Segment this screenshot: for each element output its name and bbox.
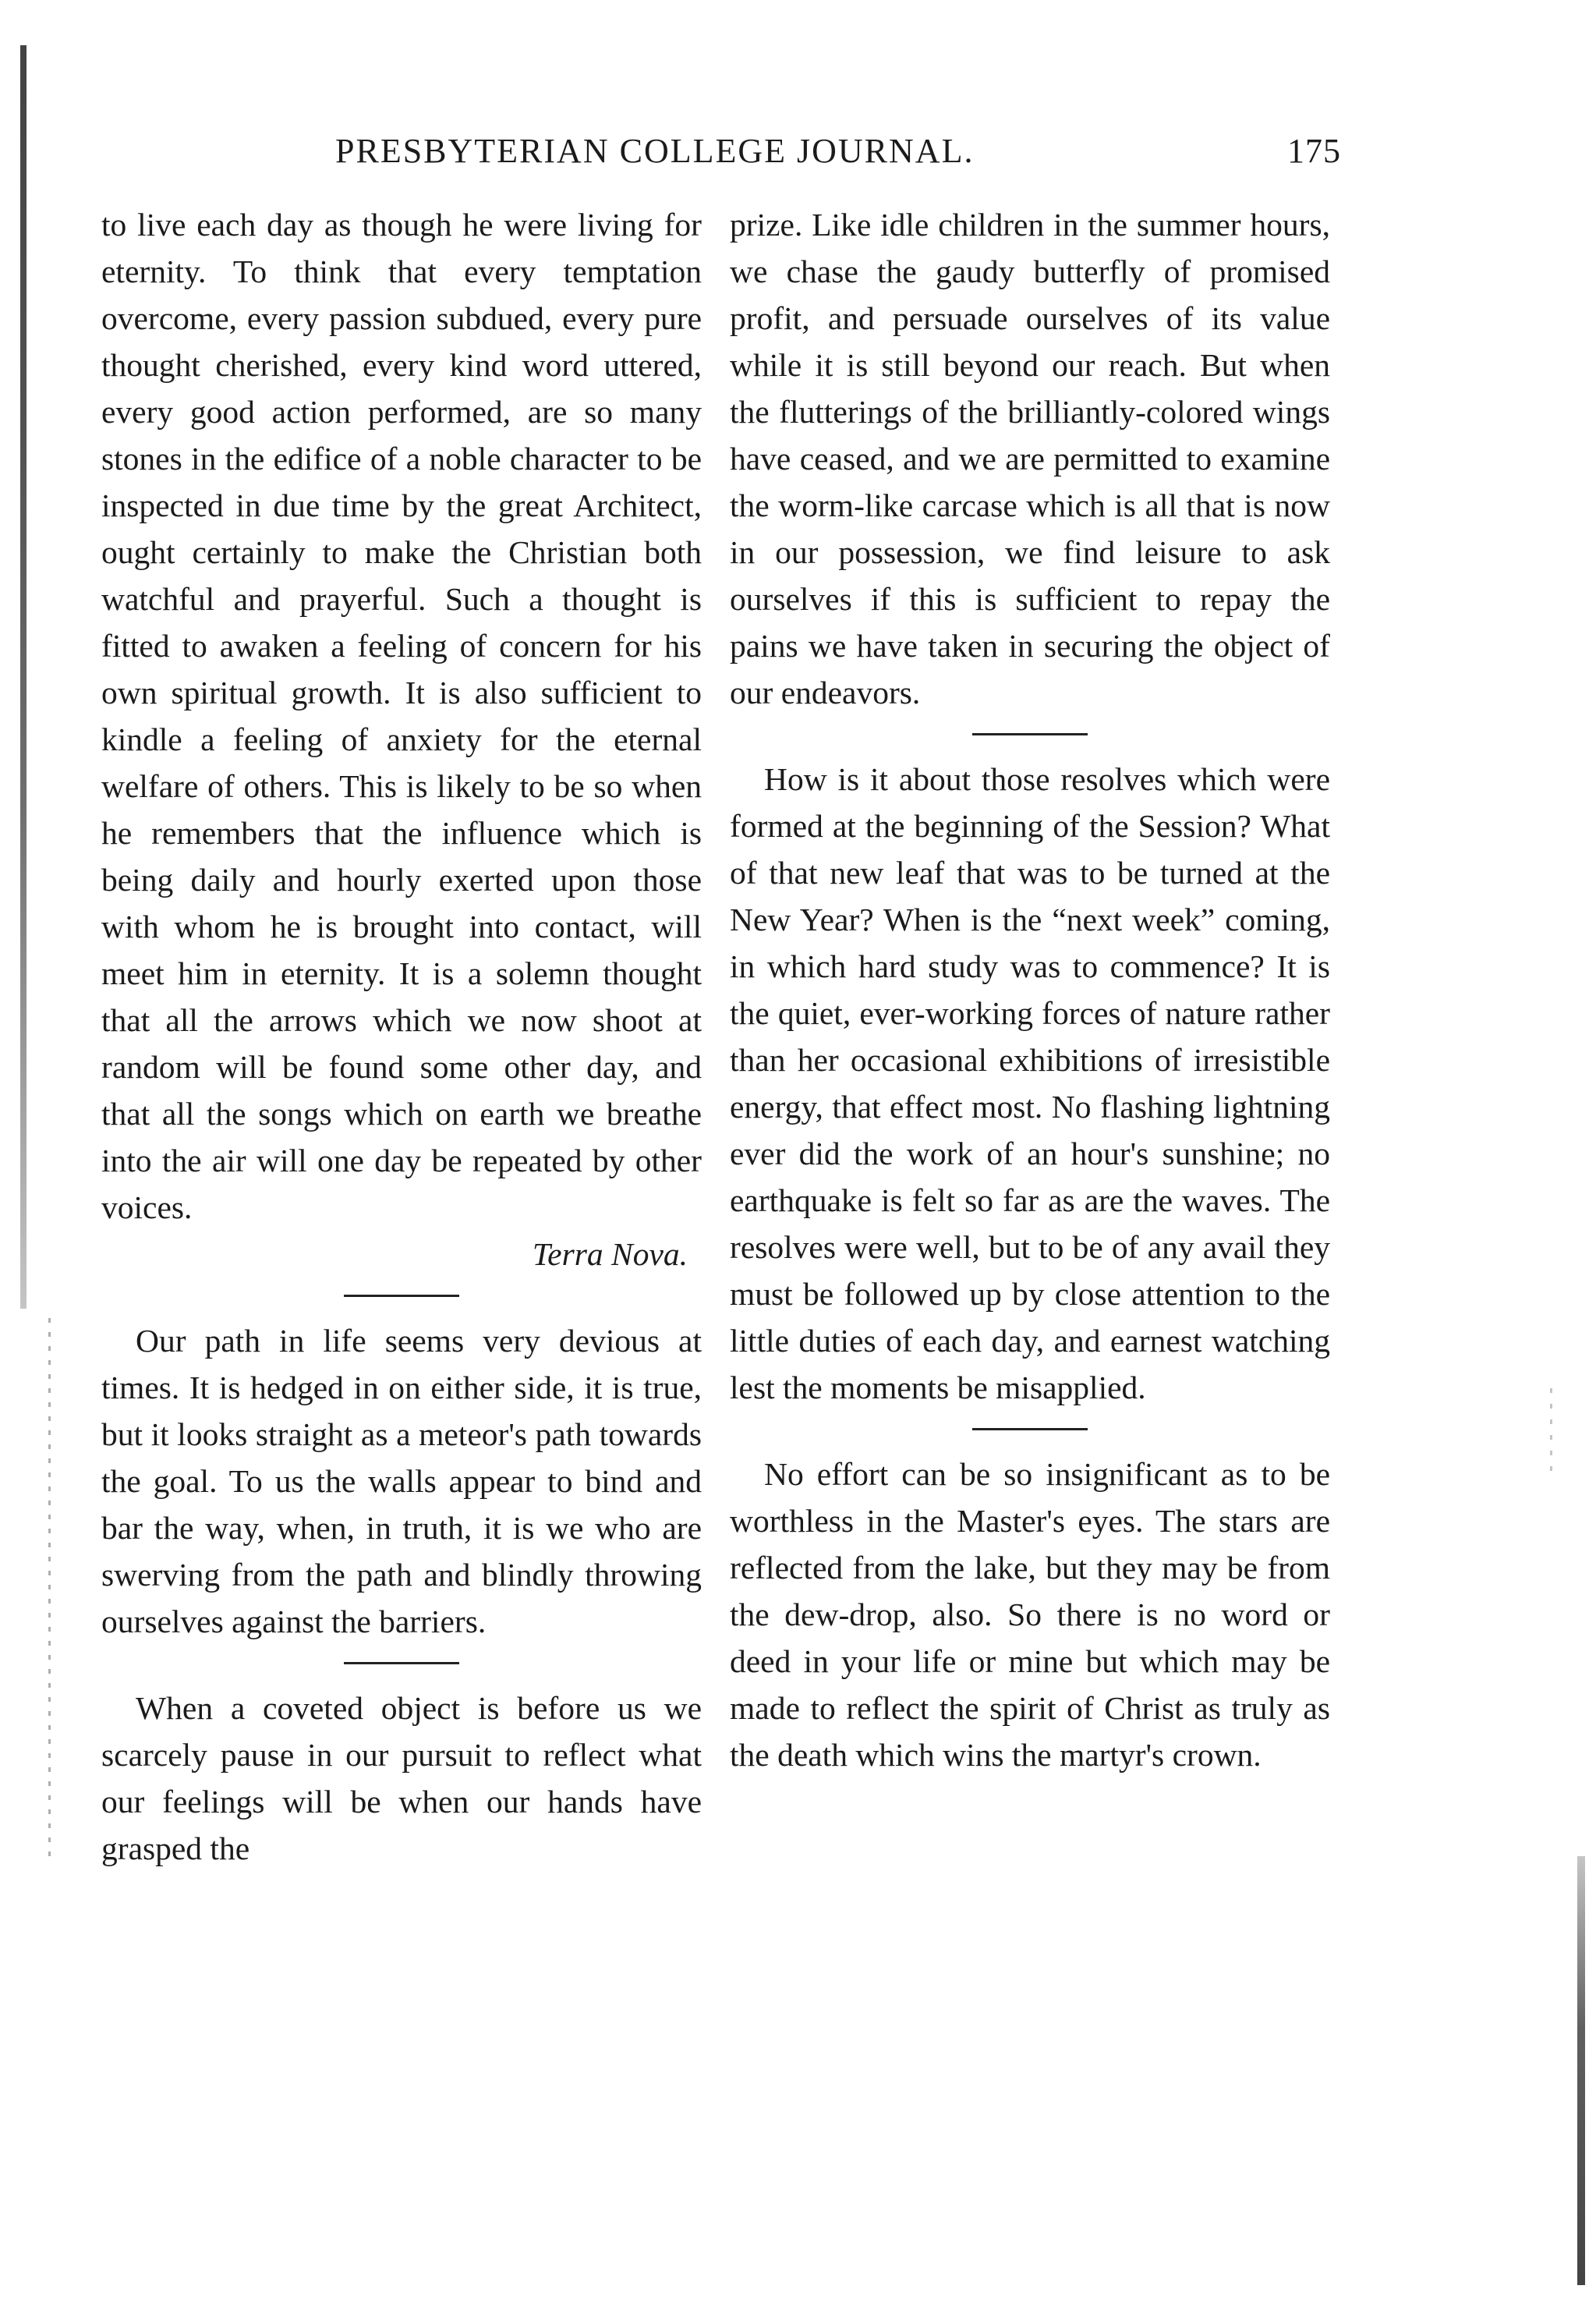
page-edge-mark [1577, 1856, 1585, 2285]
page-number: 175 [1287, 132, 1341, 170]
paragraph-no-effort: No effort can be so insignificant as to be worthless in the Master's eyes. The stars are reflected from the lake, but they may be from the dew-drop, also. So there is no word or deed in your life or mine but which may be made to reflect the spirit of Christ as truly as the death which wins the martyr's crown. [730, 1456, 1330, 1773]
paragraph-coveted-object: When a coveted object is before us we scarcely pause in our pursuit to reflect what our feelings will be when our hands have grasped the [101, 1690, 702, 1866]
paragraph-continued: to live each day as though he were living for eternity. To think that every temptation overcome, every passion subdued, every pure thought cherished, every kind word uttered, every good action performed, are so many stones in the edifice of a noble character to be inspected in due time by the great Architect, ought certainly to make the Christian both watchful and prayerful. Such a thought is fitted to awaken a feeling of concern for his own spiritual growth. It is also sufficient to kindle a feeling of anxiety for the eternal welfare of others. This is likely to be so when he remembers that the influence which is being daily and hourly exerted upon those with whom he is brought into contact, will meet him in eternity. It is a solemn thought that all the arrows which we now shoot at random will be found some other day, and that all the songs which on earth we breathe into the air will one day be repeated by other voices. [101, 207, 702, 1225]
scan-speckle-right [1550, 1388, 1552, 1482]
right-column [730, 201, 1330, 1778]
running-head [335, 131, 1341, 178]
binding-edge-mark [20, 45, 27, 1309]
scan-speckle-left [48, 1318, 51, 1864]
paragraph-resolves: How is it about those resolves which were formed at the beginning of the Session? What of that new leaf that was to be turned at the New Year? When is the “next week” coming, in which hard study was to commence? It is the quiet, ever-working forces of nature rather than her occasional exhibitions of irresistible energy, that effect most. No flashing lightning ever did the work of an hour's sunshine; no earthquake is felt so far as are the waves. The resolves were well, but to be of any avail they must be followed up by close attention to the little duties of each day, and earnest watching lest the moments be misapplied. [730, 761, 1330, 1405]
paragraph-devious-path: Our path in life seems very devious at times. It is hedged in on either side, it is true, but it looks straight as a meteor's path towards the goal. To us the walls appear to bind and bar the way, when, in truth, it is we who are swerving from the path and blindly throwing ourselves against the barriers. [101, 1323, 702, 1639]
section-divider [344, 1295, 459, 1297]
author-signature: Terra Nova. [532, 1236, 688, 1272]
journal-title: PRESBYTERIAN COLLEGE JOURNAL. [335, 132, 975, 170]
section-divider [344, 1662, 459, 1664]
section-divider [972, 733, 1088, 735]
left-column [101, 201, 702, 1872]
section-divider [972, 1428, 1088, 1430]
paragraph-prize-continued: prize. Like idle children in the summer hours, we chase the gaudy butterfly of promised profit, and persuade ourselves of its value while it is still beyond our reach. But when the flutterings of the brilliantly-colored wings have ceased, and we are permitted to examine the worm-like carcase which is all that is now in our possession, we find leisure to ask ourselves if this is sufficient to repay the pains we have taken in securing the object of our endeavors. [730, 207, 1330, 710]
